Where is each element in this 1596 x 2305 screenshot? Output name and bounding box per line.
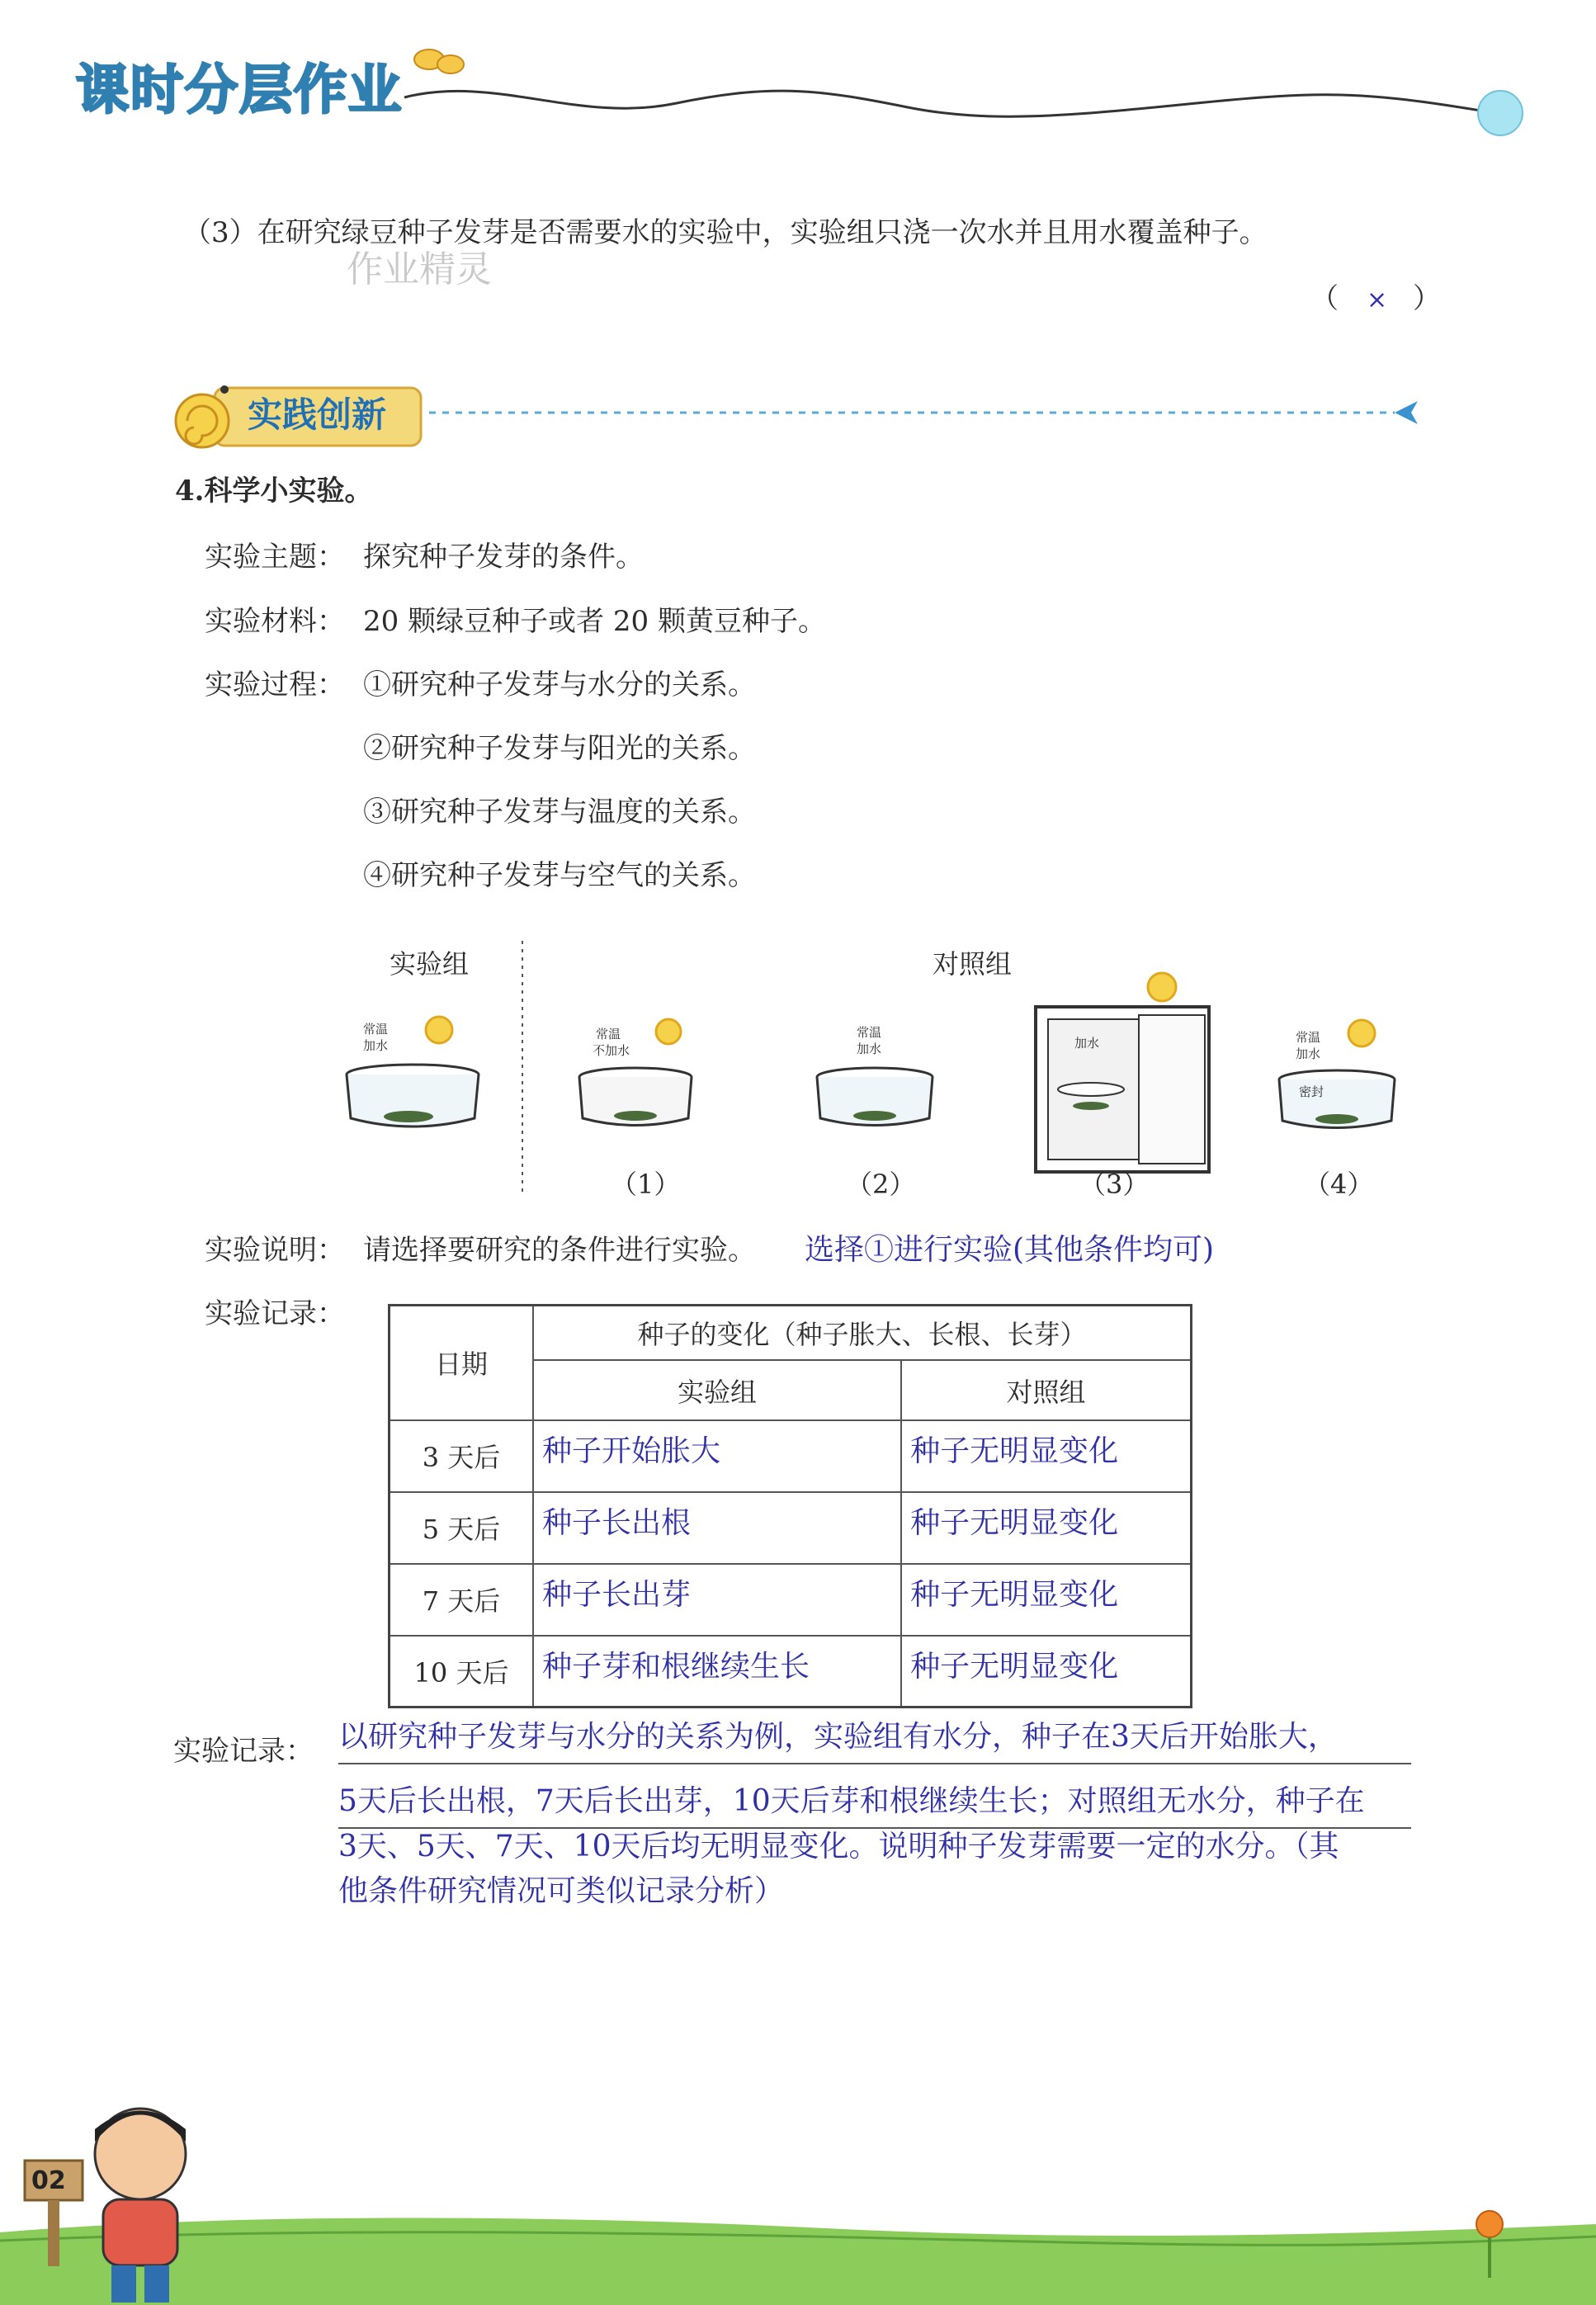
table-row (390, 1492, 1192, 1564)
header-decoration (0, 0, 1596, 165)
record2-line-4: 他条件研究情况可类似记录分析） (338, 1874, 785, 1908)
theme-text: 探究种子发芽的条件。 (363, 541, 644, 574)
header-ctrl: 对照组 (901, 1360, 1191, 1420)
c4-tag-2: 加水 (1296, 1046, 1321, 1061)
sun-icon (426, 1017, 452, 1043)
answer-underline (338, 1827, 1411, 1829)
header-change: 种子的变化（种子胀大、长根、长芽） (533, 1306, 1192, 1361)
row-ctrl: 种子无明显变化 (901, 1636, 1191, 1707)
question-3-text: （3）在研究绿豆种子发芽是否需要水的实验中，实验组只浇一次水并且用水覆盖种子。 (183, 216, 1268, 249)
c3-tag-1: 加水 (1074, 1036, 1100, 1051)
row-ctrl: 种子无明显变化 (901, 1564, 1191, 1636)
experiment-dish (347, 1065, 479, 1127)
table-row (390, 1564, 1192, 1636)
row-exp: 种子开始胀大 (533, 1420, 901, 1492)
experiment-group-label: 实验组 (390, 948, 470, 980)
header-circle-icon (1478, 91, 1523, 135)
control-dish-2 (817, 1068, 933, 1126)
process-step-1: ①研究种子发芽与水分的关系。 (363, 668, 756, 701)
exp-tag-1: 常温 (363, 1022, 389, 1037)
page-number: 02 (31, 2166, 66, 2195)
answer-mark: × (1367, 286, 1388, 314)
row-day: 5 天后 (390, 1492, 534, 1564)
material-label: 实验材料： (205, 605, 345, 638)
row-exp: 种子长出根 (533, 1492, 901, 1564)
table-row (390, 1636, 1192, 1707)
process-step-2: ②研究种子发芽与阳光的关系。 (363, 732, 756, 765)
c4-tag-1: 常温 (1296, 1030, 1321, 1045)
record2-label: 实验记录： (173, 1735, 314, 1768)
caption-2: （2） (846, 1169, 916, 1200)
table-row (390, 1420, 1192, 1492)
process-step-4: ④研究种子发芽与空气的关系。 (363, 859, 756, 892)
sun-icon (1348, 1020, 1375, 1046)
record2-line-1: 以研究种子发芽与水分的关系为例，实验组有水分，种子在3天后开始胀大， (338, 1720, 1338, 1754)
c4-tag-3: 密封 (1299, 1084, 1324, 1099)
record-label: 实验记录： (205, 1297, 345, 1330)
explanation-label: 实验说明： (205, 1234, 345, 1267)
section-label: 实践创新 (248, 394, 387, 435)
record-table (388, 1304, 1192, 1708)
answer-bracket-right: ） (1413, 282, 1441, 315)
control-group-label: 对照组 (933, 948, 1013, 980)
row-day: 7 天后 (390, 1564, 534, 1636)
row-day: 10 天后 (390, 1636, 534, 1707)
caption-3: （3） (1079, 1169, 1150, 1200)
process-label: 实验过程： (205, 668, 345, 701)
caption-1: （1） (611, 1169, 681, 1200)
material-text: 20 颗绿豆种子或者 20 颗黄豆种子。 (363, 605, 826, 638)
control-dish-4 (1279, 1070, 1395, 1128)
exp-tag-2: 加水 (363, 1038, 389, 1053)
row-day: 3 天后 (390, 1420, 534, 1492)
record2-line-2: 5天后长出根，7天后长出芽，10天后芽和根继续生长；对照组无水分，种子在 (338, 1784, 1365, 1818)
butterfly-icon (414, 50, 464, 73)
task-4-title: 4.科学小实验。 (175, 475, 373, 508)
fridge-icon (1036, 1007, 1209, 1172)
caption-4: （4） (1304, 1169, 1374, 1200)
row-ctrl: 种子无明显变化 (901, 1420, 1191, 1492)
answer-underline (338, 1763, 1411, 1764)
row-exp: 种子长出芽 (533, 1564, 901, 1636)
process-step-3: ③研究种子发芽与温度的关系。 (363, 796, 756, 829)
sun-icon (656, 1019, 681, 1044)
answer-bracket-left: （ (1310, 282, 1339, 315)
row-exp: 种子芽和根继续生长 (533, 1636, 901, 1707)
c1-tag-2: 不加水 (593, 1043, 630, 1058)
header-exp: 实验组 (533, 1360, 901, 1420)
header-date: 日期 (390, 1306, 534, 1420)
explanation-answer: 选择①进行实验(其他条件均可) (805, 1233, 1215, 1267)
control-dish-1 (579, 1068, 692, 1126)
section-banner (0, 347, 1596, 470)
explanation-text: 请选择要研究的条件进行实验。 (363, 1234, 756, 1267)
theme-label: 实验主题： (205, 541, 345, 574)
c1-tag-1: 常温 (596, 1027, 621, 1042)
c2-tag-1: 常温 (857, 1025, 882, 1040)
watermark-text: 作业精灵 (347, 248, 492, 290)
header-title: 课时分层作业 (76, 60, 403, 121)
record2-line-3: 3天、5天、7天、10天后均无明显变化。说明种子发芽需要一定的水分。（其 (338, 1830, 1339, 1863)
row-ctrl: 种子无明显变化 (901, 1492, 1191, 1564)
c2-tag-2: 加水 (857, 1042, 882, 1056)
airplane-icon (1395, 401, 1418, 424)
footer-illustration (0, 2063, 1596, 2305)
sun-icon (1148, 973, 1176, 1001)
